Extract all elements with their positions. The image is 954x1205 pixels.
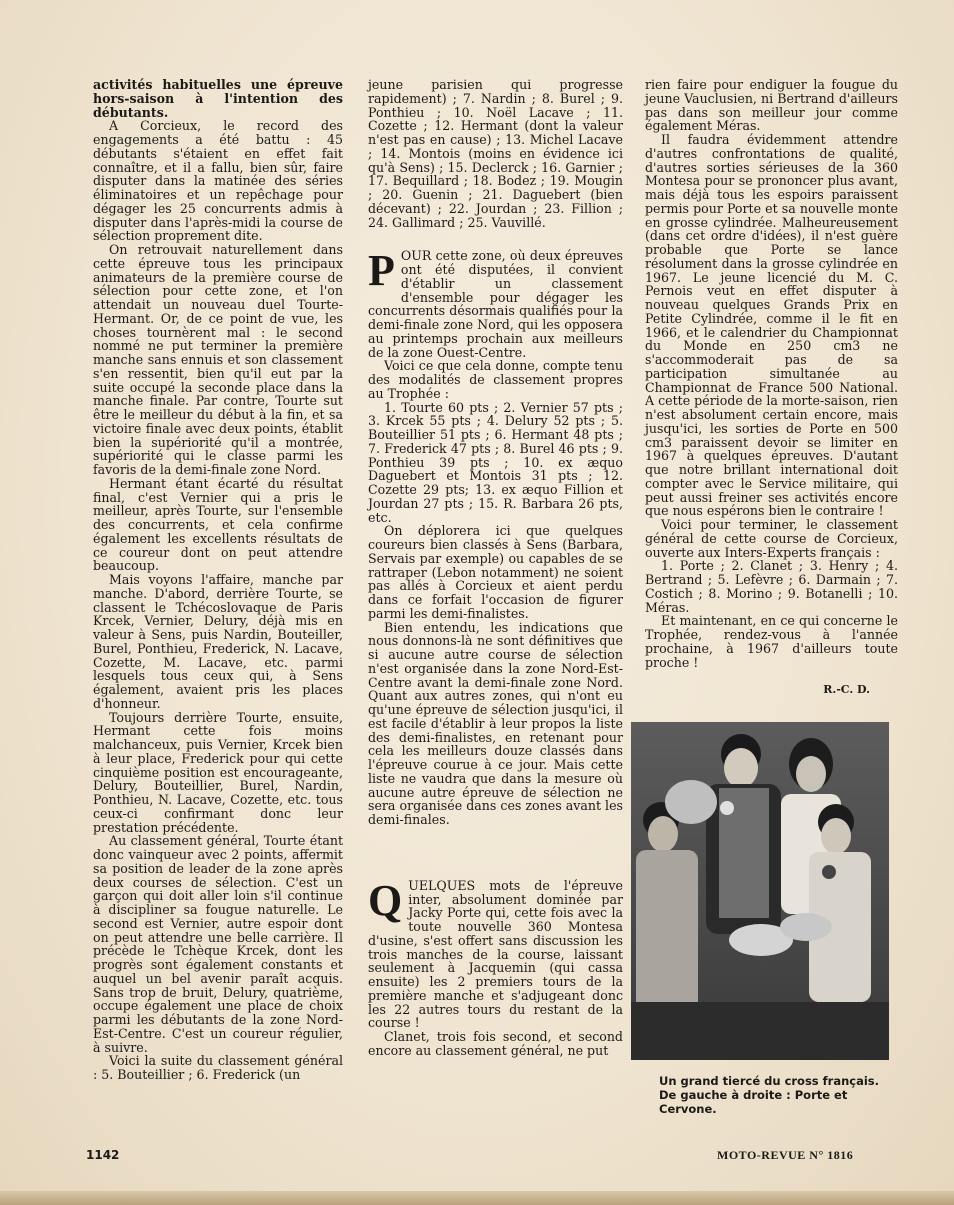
paragraph: A Corcieux, le record des engagements a été battu : 45 débutants s'étaient en effet fait connaître, et il a fallu, bien sûr, faire disputer dans la matinée des séries éliminatoires et un repêchage pour dégager les 25 concurrents admis à disputer dans l'après-midi la course de sélection proprement dite.: [93, 118, 343, 244]
text-column-3: [645, 78, 898, 697]
paragraph: Au classement général, Tourte étant donc vainqueur avec 2 points, affermit sa position de leader de la zone après deux courses de sélection. C'est un garçon qui doit aller loin s'il continue à discipliner sa fougue naturelle. Le second est Vernier, autre espoir dont on peut attendre une belle carrière. Il précède le Tchèque Krcek, dont les progrès sont également constants et auquel un bel avenir paraît acquis. Sans trop de bruit, Delury, quatrième, occupe également une place de choix parmi les débutants de la zone Nord-Est-Centre. C'est un coureur régulier, à suivre.: [93, 833, 343, 1055]
paragraph: Voici ce que cela donne, compte tenu des modalités de classement propres au Trophée :: [368, 358, 623, 401]
drop-cap: Q: [368, 875, 403, 925]
paragraph: Hermant étant écarté du résultat final, c'est Vernier qui a pris le meilleur, après Tourte, sur l'ensemble des concurrents, et cela confirme également les excellents résultats de ce coureur dont on peut attendre beaucoup.: [93, 475, 343, 574]
paragraph: On déplorera ici que quelques coureurs bien classés à Sens (Barbara, Servais par exemple) ou capables de se rattraper (Lebon notamment) ne soient pas allés à Corcieux et aient perdu dans ce forfait l'occasion de figurer parmi les demi-finalistes.: [368, 523, 623, 621]
section-intro-quelques: [368, 875, 623, 1031]
paragraph: rien faire pour endiguer la fougue du jeune Vauclusien, ni Bertrand d'ailleurs pas dans son meilleur jour comme également Méras.: [645, 77, 898, 134]
section-lead-text: UELQUES mots de l'épreuve inter, absolument dominée par Jacky Porte qui, cette fois avec la toute nouvelle 360 Montesa d'usine, s'est offert sans discussion les trois manches de la course, laissant seulement à Jacquemin (qui cassa ensuite) les 2 premiers tours de la première manche et s'adjugeant donc les 22 autres tours du restant de la course !: [368, 877, 623, 1031]
podium-photo: [631, 722, 889, 1060]
page-number: 1142: [86, 1148, 120, 1162]
paragraph: jeune parisien qui progresse rapidement) ; 7. Nardin ; 8. Burel ; 9. Ponthieu ; 10. Noël Lacave ; 11. Cozette ; 12. Hermant (dont la valeur n'est pas en cause) ; 13. Michel Lacave ; 14. Montois (moins en évidence ici qu'à Sens) ; 15. Declerck ; 16. Garnier ; 17. Bequillard ; 18. Bodez ; 19. Mougin ; 20. Guenin ; 21. Daguebert (bien décevant) ; 22. Jourdan ; 23. Fillion ; 24. Gallimard ; 25. Vauvillé.: [368, 77, 623, 230]
paragraph: Il faudra évidemment attendre d'autres confrontations de qualité, d'autres sorties sérieuses de la 360 Montesa pour se prononcer plus avant, mais déjà tous les espoirs paraissent permis pour Porte et sa nouvelle monte en grosse cylindrée. Malheureusement (dans cet ordre d'idées), il n'est guère probable que Porte se lance résolument dans la grosse cylindrée en 1967. Le jeune licencié du M. C. Pernois veut en effet disputer à nouveau quelques Grands Prix en Petite Cylindrée, comme il le fit en 1966, et le calendrier du Championnat du Monde en 250 cm3 ne s'accommoderait pas de sa participation simultanée au Championnat de France 500 National. A cette période de la morte-saison, rien n'est absolument certain encore, mais jusqu'ici, les sorties de Porte en 500 cm3 paraissent devoir se limiter en 1967 à quelques épreuves. D'autant que notre brillant international doit compter avec le Service militaire, qui peut aussi freiner ses activités encore que nous espérons bien le contraire !: [645, 132, 898, 519]
photo-illustration: [631, 722, 889, 1060]
caption-line: De gauche à droite : Porte et Cervone.: [659, 1088, 848, 1116]
paragraph: Voici la suite du classement général : 5. Bouteillier ; 6. Frederick (un: [93, 1053, 343, 1082]
paragraph: Voici pour terminer, le classement général de cette course de Corcieux, ouverte aux Inters-Experts français :: [645, 517, 898, 560]
paragraph: Toujours derrière Tourte, ensuite, Hermant cette fois moins malchanceux, puis Vernier, Krcek bien à leur place, Frederick pour qui cette cinquième position est encourageante, Delury, Bouteillier, Burel, Nardin, Ponthieu, N. Lacave, Cozette, etc. tous ceux-ci confirmant donc leur prestation précédente.: [93, 709, 343, 835]
paragraph: Et maintenant, en ce qui concerne le Trophée, rendez-vous à l'année prochaine, à 1967 d'ailleurs toute proche !: [645, 613, 898, 670]
page-edge: [0, 1191, 954, 1205]
paragraph: activités habituelles une épreuve hors-saison à l'intention des débutants.: [93, 77, 343, 120]
author-signature: R.-C. D.: [823, 683, 870, 697]
section-lead-text: OUR cette zone, où deux épreuves ont été disputées, il convient d'établir un classement d'ensemble pour dégager les concurrents désormais qualifiés pour la demi-finale zone Nord, qui les opposera au printemps prochain aux meilleurs de la zone Ouest-Centre.: [368, 248, 623, 360]
text-column-1: [93, 78, 343, 1082]
section-intro-pour: [368, 246, 623, 360]
photo-caption: [659, 1074, 889, 1116]
magazine-issue: MOTO-REVUE N° 1816: [717, 1148, 854, 1162]
ranking-paragraph: 1. Tourte 60 pts ; 2. Vernier 57 pts ; 3. Krcek 55 pts ; 4. Delury 52 pts ; 5. Bouteillier 51 pts ; 6. Hermant 48 pts ; 7. Frederick 47 pts ; 8. Burel 46 pts ; 9. Ponthieu 39 pts ; 10. ex æquo Daguebert et Montois 31 pts ; 12. Cozette 29 pts; 13. ex æquo Fillion et Jourdan 27 pts ; 15. R. Barbara 26 pts, etc.: [368, 399, 623, 525]
ranking-paragraph: 1. Porte ; 2. Clanet ; 3. Henry ; 4. Bertrand ; 5. Lefèvre ; 6. Darmain ; 7. Costich ; 8. Morino ; 9. Botanelli ; 10. Méras.: [645, 558, 898, 615]
text-column-2: [368, 78, 623, 1058]
paragraph: Bien entendu, les indications que nous donnons-là ne sont définitives que si aucune autre course de sélection n'est organisée dans la zone Nord-Est-Centre avant la demi-finale zone Nord. Quant aux autres zones, qui n'ont eu qu'une épreuve de sélection jusqu'ici, il est facile d'établir à leur propos la liste des demi-finalistes, en retenant pour cela les meilleurs douze classés dans l'épreuve courue à ce jour. Mais cette liste ne vaudra que dans la mesure où aucune autre épreuve de sélection ne sera organisée dans ces zones avant les demi-finales.: [368, 619, 623, 827]
paragraph: Clanet, trois fois second, et second encore au classement général, ne put: [368, 1029, 623, 1058]
paragraph: On retrouvait naturellement dans cette épreuve tous les principaux animateurs de la première course de sélection pour cette zone, et l'on attendait un nouveau duel Tourte-Hermant. Or, de ce point de vue, les choses tournèrent mal : le second nommé ne put terminer la première manche sans ennuis et son classement s'en ressentit, bien qu'il eut par la suite occupé la seconde place dans la manche finale. Par contre, Tourte sut être le meilleur du début à la fin, et sa victoire finale avec deux points, établit bien la supériorité qu'il a montrée, supériorité qui le classe parmi les favoris de la demi-finale zone Nord.: [93, 242, 343, 477]
caption-line: Un grand tiercé du cross français.: [659, 1074, 880, 1088]
paragraph: Mais voyons l'affaire, manche par manche. D'abord, derrière Tourte, se classent le Tchécoslovaque de Paris Krcek, Vernier, Delury, déjà mis en valeur à Sens, puis Nardin, Bouteiller, Burel, Ponthieu, Frederick, N. Lacave, Cozette, M. Lacave, etc. parmi lesquels tous ceux qui, à Sens également, avaient pris les places d'honneur.: [93, 572, 343, 711]
drop-cap: P: [368, 246, 395, 296]
